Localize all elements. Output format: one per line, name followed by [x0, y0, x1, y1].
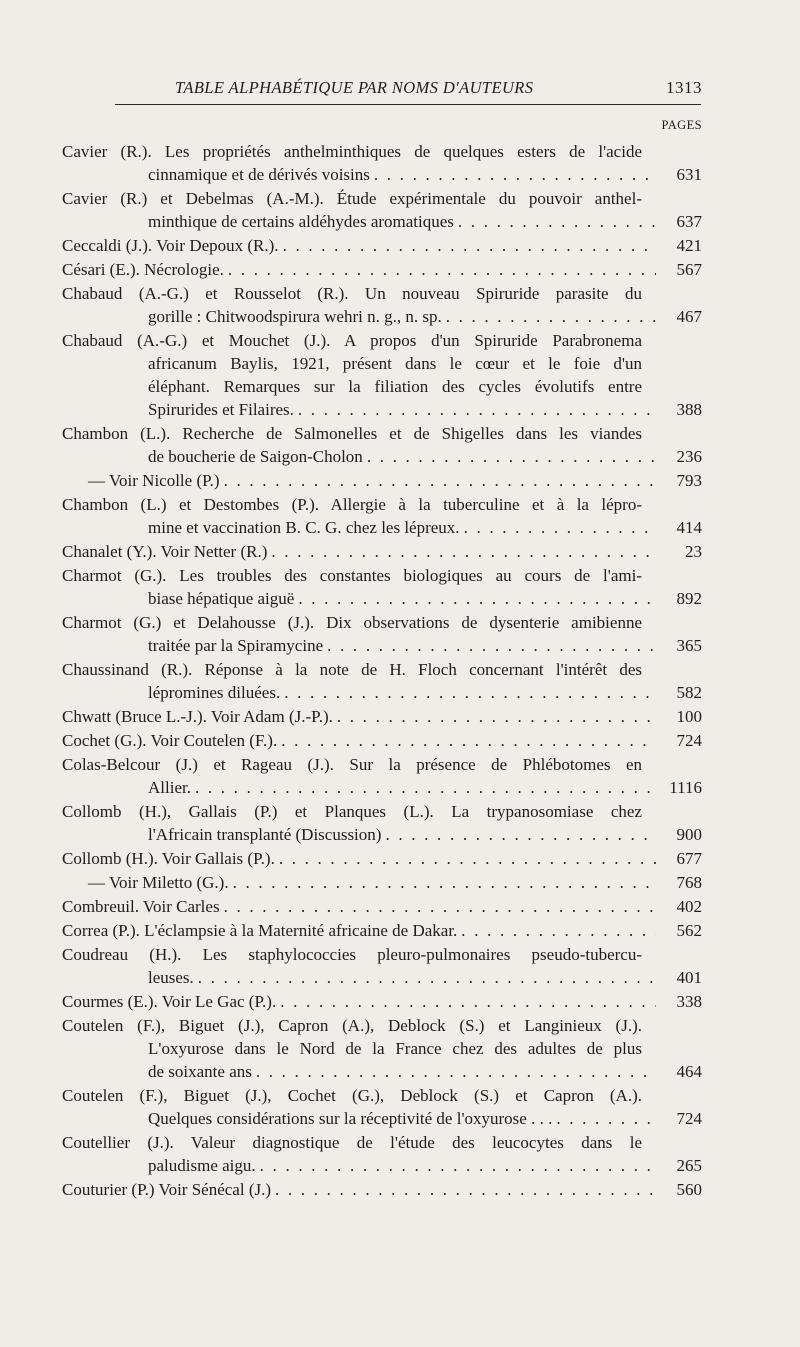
- index-entry: [62, 1131, 702, 1177]
- entry-final-line: [62, 1154, 702, 1177]
- page-reference: 365: [676, 636, 702, 655]
- entry-text: Cochet (G.). Voir Coutelen (F.).: [62, 731, 278, 750]
- index-entry: [62, 329, 702, 421]
- author-index: [62, 140, 702, 1202]
- index-entry: [62, 540, 702, 563]
- entry-final-line: [62, 1107, 702, 1130]
- index-entry: [62, 895, 702, 918]
- entry-text: Chambon (L.) et Destombes (P.). Allergie à la tuberculine et à la lépro-: [62, 495, 642, 514]
- index-entry: [62, 493, 702, 539]
- page-reference: 793: [676, 471, 702, 490]
- entry-text: Charmot (G.) et Delahousse (J.). Dix observations de dysenterie amibienne: [62, 613, 642, 632]
- entry-text: Chaussinand (R.). Réponse à la note de H. Floch concernant l'intérêt des: [62, 660, 642, 679]
- pages-column-label: PAGES: [661, 118, 702, 132]
- entry-text: Chambon (L.). Recherche de Salmonelles et de Shigelles dans les viandes: [62, 424, 642, 443]
- dot-leader: [446, 305, 656, 328]
- index-entry: [62, 871, 702, 894]
- page-reference: 265: [676, 1156, 702, 1175]
- entry-final-line: [62, 729, 702, 752]
- dot-leader: [279, 847, 656, 870]
- entry-final-line: [62, 847, 702, 870]
- page-reference: 724: [676, 731, 702, 750]
- entry-text: biase hépatique aiguë: [148, 589, 295, 608]
- index-entry: [62, 258, 702, 281]
- entry-text: Chabaud (A.-G.) et Rousselot (R.). Un nouveau Spiruride parasite du: [62, 284, 642, 303]
- entry-text: Ceccaldi (J.). Voir Depoux (R.).: [62, 236, 279, 255]
- entry-text: Couturier (P.) Voir Sénécal (J.): [62, 1180, 272, 1199]
- dot-leader: [260, 1154, 656, 1177]
- page-reference: 637: [676, 212, 702, 231]
- page-reference: 900: [676, 825, 702, 844]
- entry-final-line: [62, 681, 702, 704]
- index-entry: [62, 282, 702, 328]
- running-title: TABLE ALPHABÉTIQUE PAR NOMS D'AUTEURS: [175, 78, 534, 97]
- dot-leader: [280, 990, 656, 1013]
- dot-leader: [464, 516, 656, 539]
- page-reference: 464: [676, 1062, 702, 1081]
- entry-final-line: [62, 234, 702, 257]
- entry-text: cinnamique et de dérivés voisins: [148, 165, 370, 184]
- entry-text: mine et vaccination B. C. G. chez les lépreux.: [148, 518, 460, 537]
- entry-text: Allier.: [148, 778, 191, 797]
- entry-final-line: [62, 587, 702, 610]
- entry-final-line: [62, 990, 702, 1013]
- entry-text: traitée par la Spiramycine: [148, 636, 324, 655]
- page-reference: 236: [676, 447, 702, 466]
- dot-leader: [385, 823, 656, 846]
- page-reference: 1116: [669, 778, 702, 797]
- index-entry: [62, 943, 702, 989]
- entry-text: l'Africain transplanté (Discussion): [148, 825, 382, 844]
- entry-text: — Voir Miletto (G.).: [88, 873, 229, 892]
- page-reference: 414: [676, 518, 702, 537]
- index-entry: [62, 658, 702, 704]
- entry-text: Cavier (R.) et Debelmas (A.-M.). Étude expérimentale du pouvoir anthel-: [62, 189, 642, 208]
- entry-final-line: [62, 163, 702, 186]
- page-reference: 892: [676, 589, 702, 608]
- entry-final-line: [62, 258, 702, 281]
- entry-text: Collomb (H.). Voir Gallais (P.).: [62, 849, 275, 868]
- entry-text: de boucherie de Saigon-Cholon: [148, 447, 363, 466]
- index-entry: [62, 1178, 702, 1201]
- dot-leader: [198, 966, 656, 989]
- entry-text: Chwatt (Bruce L.-J.). Voir Adam (J.-P.).: [62, 707, 333, 726]
- entry-text: Coutelen (F.), Biguet (J.), Cochet (G.), Deblock (S.) et Capron (A.).: [62, 1086, 642, 1105]
- entry-final-line: [62, 1060, 702, 1083]
- entry-text: africanum Baylis, 1921, présent dans le cœur et le foie d'un: [148, 354, 642, 373]
- page-reference: 421: [676, 236, 702, 255]
- dot-leader: [256, 1060, 656, 1083]
- dot-leader: [367, 445, 656, 468]
- page-reference: 402: [676, 897, 702, 916]
- dot-leader: [283, 234, 656, 257]
- index-entry: [62, 919, 702, 942]
- entry-text: gorille : Chitwoodspirura wehri n. g., n. sp.: [148, 307, 442, 326]
- header-rule: [115, 104, 701, 105]
- entry-final-line: [62, 540, 702, 563]
- dot-leader: [374, 163, 656, 186]
- entry-text: leuses.: [148, 968, 194, 987]
- entry-final-line: [62, 398, 702, 421]
- entry-final-line: [62, 634, 702, 657]
- entry-text: Collomb (H.), Gallais (P.) et Planques (L.). La trypanosomiase chez: [62, 802, 642, 821]
- entry-final-line: [62, 210, 702, 233]
- entry-final-line: [62, 305, 702, 328]
- page-reference: 338: [676, 992, 702, 1011]
- entry-text: Charmot (G.). Les troubles des constantes biologiques au cours de l'ami-: [62, 566, 642, 585]
- index-entry: [62, 1084, 702, 1130]
- dot-leader: [461, 919, 656, 942]
- index-entry: [62, 187, 702, 233]
- page-reference: 677: [676, 849, 702, 868]
- index-entry: [62, 847, 702, 870]
- dot-leader: [224, 895, 656, 918]
- entry-final-line: [62, 705, 702, 728]
- index-entry: [62, 800, 702, 846]
- entry-text: Colas-Belcour (J.) et Rageau (J.). Sur la présence de Phlébotomes en: [62, 755, 642, 774]
- entry-text: Correa (P.). L'éclampsie à la Maternité africaine de Dakar.: [62, 921, 458, 940]
- dot-leader: [233, 871, 656, 894]
- dot-leader: [195, 776, 656, 799]
- dot-leader: [337, 705, 656, 728]
- entry-text: Coutelen (F.), Biguet (J.), Capron (A.), Deblock (S.) et Langinieux (J.).: [62, 1016, 642, 1035]
- entry-final-line: [62, 516, 702, 539]
- entry-text: Cavier (R.). Les propriétés anthelminthiques de quelques esters de l'acide: [62, 142, 642, 161]
- page-reference: 467: [676, 307, 702, 326]
- index-entry: [62, 1014, 702, 1083]
- entry-text: lépromines diluées.: [148, 683, 281, 702]
- entry-text: Spirurides et Filaires.: [148, 400, 294, 419]
- entry-final-line: [62, 445, 702, 468]
- index-entry: [62, 234, 702, 257]
- entry-final-line: [62, 469, 702, 492]
- page-reference: 631: [676, 165, 702, 184]
- index-entry: [62, 753, 702, 799]
- entry-text: Combreuil. Voir Carles: [62, 897, 220, 916]
- dot-leader: [298, 587, 656, 610]
- entry-final-line: [62, 1178, 702, 1201]
- entry-text: Courmes (E.). Voir Le Gac (P.).: [62, 992, 277, 1011]
- dot-leader: [228, 258, 656, 281]
- dot-leader: [284, 681, 656, 704]
- dot-leader: [298, 398, 656, 421]
- page-reference: 567: [676, 260, 702, 279]
- entry-final-line: [62, 823, 702, 846]
- entry-final-line: [62, 919, 702, 942]
- entry-text: Césari (E.). Nécrologie.: [62, 260, 224, 279]
- index-entry: [62, 422, 702, 468]
- page-number: 1313: [666, 78, 702, 97]
- dot-leader: [458, 210, 656, 233]
- page-reference: 724: [676, 1109, 702, 1128]
- page-reference: 23: [685, 542, 702, 561]
- page-reference: 388: [676, 400, 702, 419]
- dot-leader: [271, 540, 656, 563]
- page-reference: 100: [676, 707, 702, 726]
- entry-text: éléphant. Remarques sur la filiation des cycles évolutifs entre: [148, 377, 642, 396]
- page-reference: 401: [676, 968, 702, 987]
- entry-text: Coudreau (H.). Les staphylococcies pleuro-pulmonaires pseudo-tubercu-: [62, 945, 642, 964]
- dot-leader: [281, 729, 656, 752]
- entry-final-line: [62, 895, 702, 918]
- entry-text: Chabaud (A.-G.) et Mouchet (J.). A propos d'un Spiruride Parabronema: [62, 331, 642, 350]
- entry-text: Chanalet (Y.). Voir Netter (R.): [62, 542, 268, 561]
- page-reference: 560: [676, 1180, 702, 1199]
- entry-text: Quelques considérations sur la réceptivité de l'oxyurose . . .: [148, 1109, 553, 1128]
- dot-leader: [224, 469, 656, 492]
- entry-text: de soixante ans: [148, 1062, 252, 1081]
- entry-text: L'oxyurose dans le Nord de la France chez des adultes de plus: [148, 1039, 642, 1058]
- entry-final-line: [62, 776, 702, 799]
- index-entry: [62, 140, 702, 186]
- entry-text: paludisme aigu.: [148, 1156, 256, 1175]
- dot-leader: [556, 1107, 656, 1130]
- index-entry: [62, 611, 702, 657]
- index-entry: [62, 729, 702, 752]
- page-reference: 582: [676, 683, 702, 702]
- index-entry: [62, 469, 702, 492]
- entry-text: Coutellier (J.). Valeur diagnostique de l'étude des leucocytes dans le: [62, 1133, 642, 1152]
- dot-leader: [327, 634, 656, 657]
- page-reference: 768: [676, 873, 702, 892]
- index-entry: [62, 705, 702, 728]
- index-entry: [62, 564, 702, 610]
- dot-leader: [275, 1178, 656, 1201]
- index-entry: [62, 990, 702, 1013]
- page-reference: 562: [676, 921, 702, 940]
- entry-text: minthique de certains aldéhydes aromatiques: [148, 212, 454, 231]
- entry-text: — Voir Nicolle (P.): [88, 471, 220, 490]
- entry-final-line: [62, 871, 702, 894]
- entry-final-line: [62, 966, 702, 989]
